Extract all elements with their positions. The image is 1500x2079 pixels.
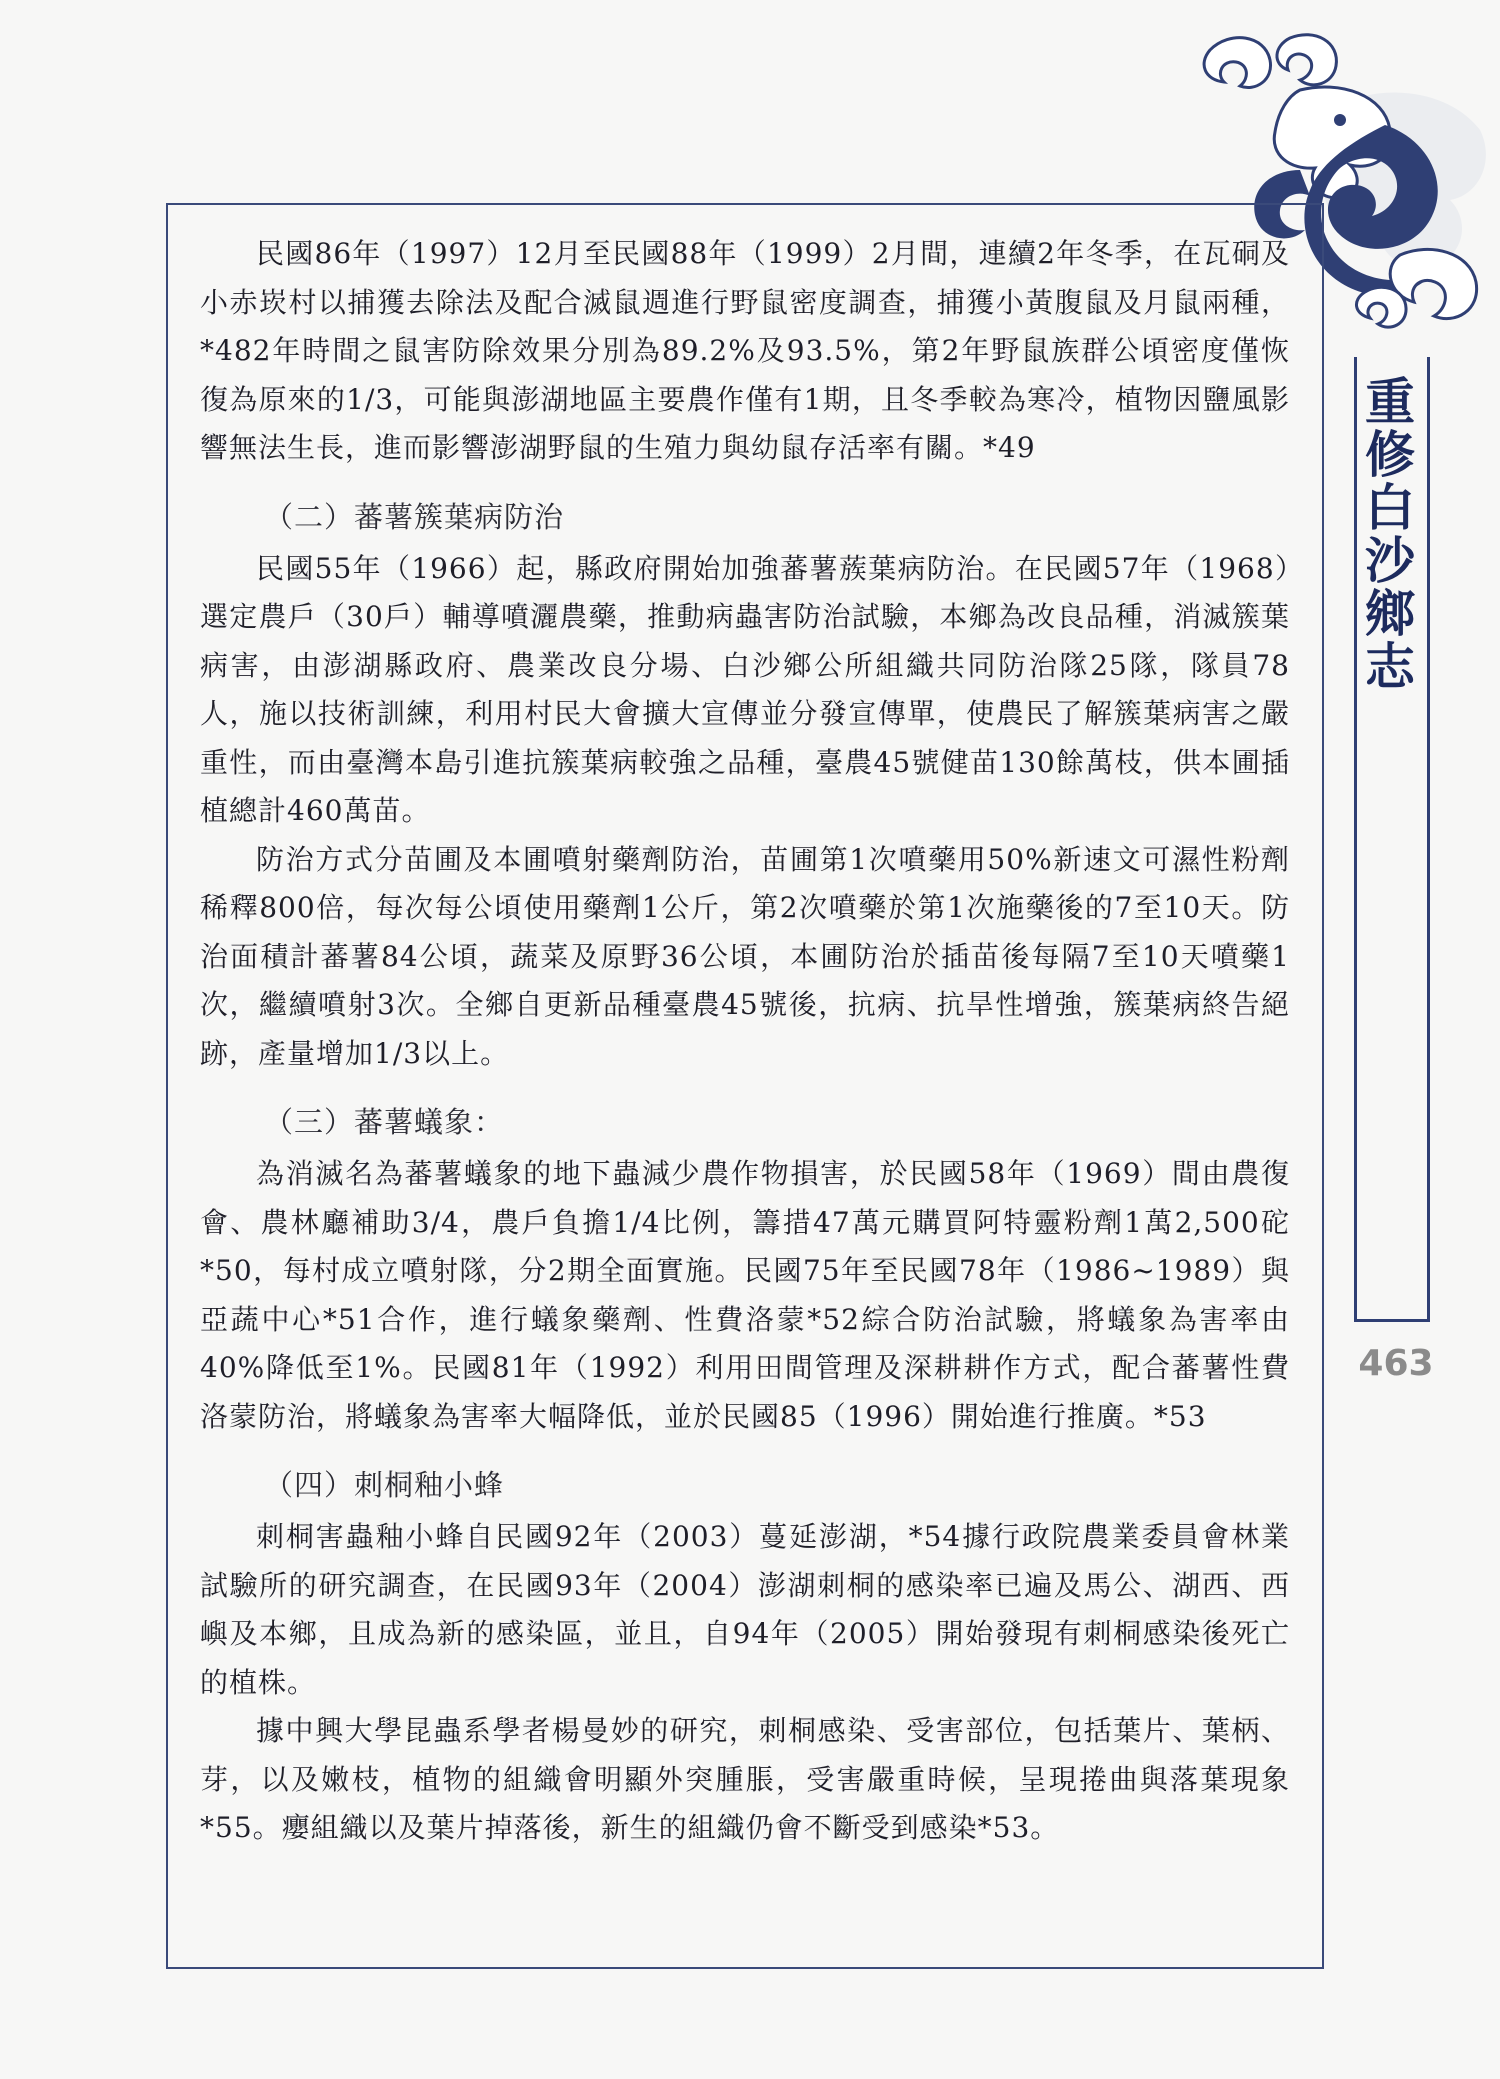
paragraph-weevil: 為消滅名為蕃薯蟻象的地下蟲減少農作物損害，於民國58年（1969）間由農復會、農林廳補助3/4，農戶負擔1/4比例，籌措47萬元購買阿特靈粉劑1萬2,500砣*50，每村成立噴射隊，分2期全面實施。民國75年至民國78年（1986~1989）與亞蔬中心*51合作，進行蟻象藥劑、性費洛蒙*52綜合防治試驗，將蟻象為害率由40%降低至1%。民國81年（1992）利用田間管理及深耕耕作方式，配合蕃薯性費洛蒙防治，將蟻象為害率大幅降低，並於民國85（1996）開始進行推廣。*53 [200,1157,1290,1433]
paragraph-witches-broom-history: 民國55年（1966）起，縣政府開始加強蕃薯蔟葉病防治。在民國57年（1968）選定農戶（30戶）輔導噴灑農藥，推動病蟲害防治試驗，本鄉為改良品種，消滅簇葉病害，由澎湖縣政府、農業改良分場、白沙鄉公所組織共同防治隊25隊，隊員78人，施以技術訓練，利用村民大會擴大宣傳並分發宣傳單，使農民了解簇葉病害之嚴重性，而由臺灣本島引進抗簇葉病較強之品種，臺農45號健苗130餘萬枝，供本圃插植總計460萬苗。 [200,551,1290,827]
paragraph-rodent-survey: 民國86年（1997）12月至民國88年（1999）2月間，連續2年冬季，在瓦硐及小赤崁村以捕獲去除法及配合滅鼠週進行野鼠密度調查，捕獲小黃腹鼠及月鼠兩種，*482年時間之鼠害防除效果分別為89.2%及93.5%，第2年野鼠族群公頃密度僅恢復為原來的1/3，可能與澎湖地區主要農作僅有1期，且冬季較為寒冷，植物因鹽風影響無法生長，進而影響澎湖野鼠的生殖力與幼鼠存活率有關。*49 [200,237,1290,464]
section-heading-erythrina-gall-wasp: （四）刺桐釉小蜂 [264,1468,505,1502]
book-title: 重修白沙鄉志 [1357,375,1416,693]
paragraph-gall-wasp-symptoms: 據中興大學昆蟲系學者楊曼妙的研究，刺桐感染、受害部位，包括葉片、葉柄、芽，以及嫩枝，植物的組織會明顯外突腫脹，受害嚴重時候，呈現捲曲與落葉現象*55。癭組織以及葉片掉落後，新生的組織仍會不斷受到感染*53。 [200,1714,1290,1844]
main-text [200,230,1290,1853]
section-heading-sweet-potato-witches-broom: （二）蕃薯簇葉病防治 [264,499,565,534]
page-number: 463 [1358,1343,1434,1384]
section-heading-sweet-potato-weevil: （三）蕃薯蟻象： [264,1105,505,1139]
paragraph-witches-broom-method: 防治方式分苗圃及本圃噴射藥劑防治，苗圃第1次噴藥用50%新速文可濕性粉劑稀釋800倍，每次每公頃使用藥劑1公斤，第2次噴藥於第1次施藥後的7至10天。防治面積計蕃薯84公頃，蔬菜及原野36公頃，本圃防治於插苗後每隔7至10天噴藥1次，繼續噴射3次。全鄉自更新品種臺農45號後，抗病、抗旱性增強，簇葉病終告絕跡，產量增加1/3以上。 [200,842,1290,1070]
paragraph-gall-wasp-spread: 刺桐害蟲釉小蜂自民國92年（2003）蔓延澎湖，*54據行政院農業委員會林業試驗所的研究調查，在民國93年（2004）澎湖刺桐的感染率已遍及馬公、湖西、西嶼及本鄉，且成為新的感染區，並且，自94年（2005）開始發現有刺桐感染後死亡的植株。 [200,1520,1290,1699]
